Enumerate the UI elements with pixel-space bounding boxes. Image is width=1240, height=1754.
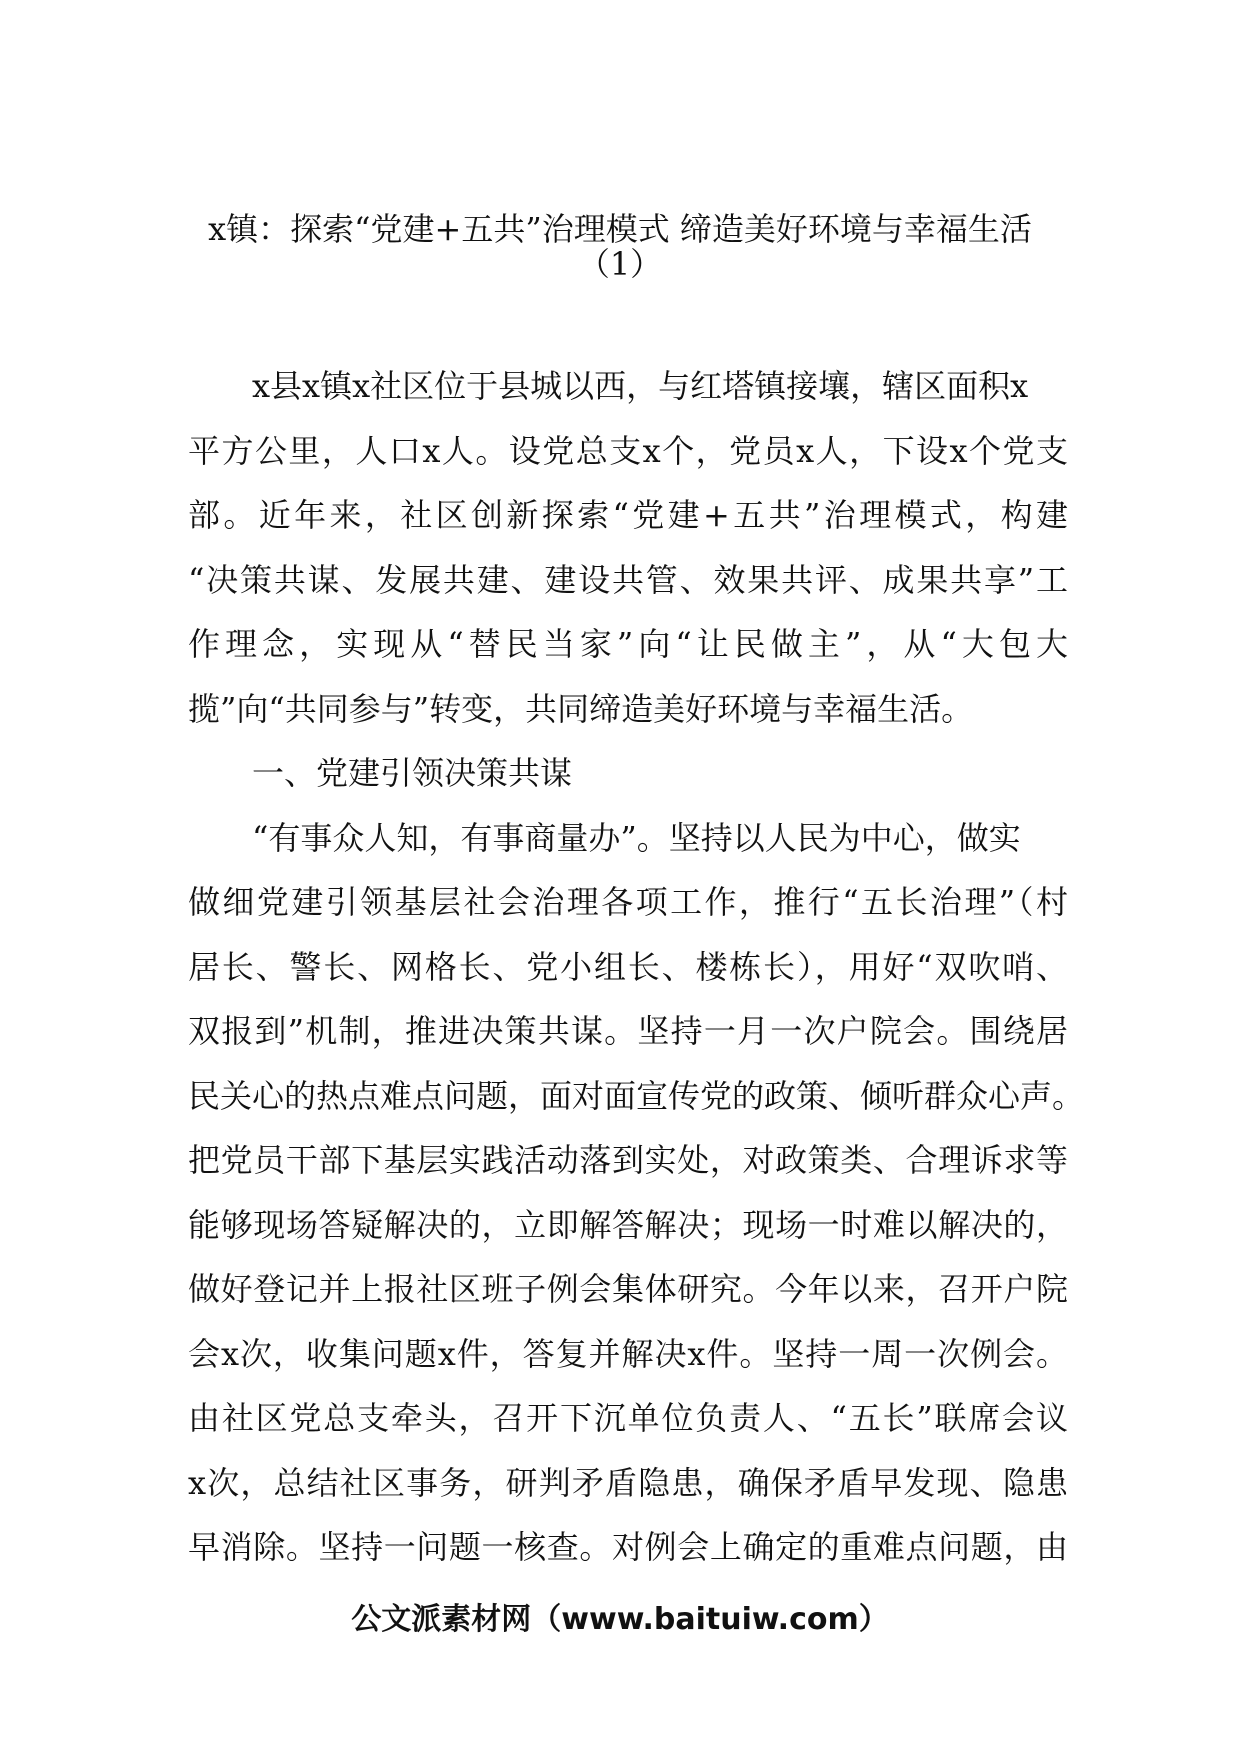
document-title: x镇：探索“党建+五共”治理模式 缔造美好环境与幸福生活 <box>208 210 1032 248</box>
body-line: 由社区党总支牵头，召开下沉单位负责人、“五长”联席会议 <box>188 1399 1068 1437</box>
body-line: 做细党建引领基层社会治理各项工作，推行“五长治理”（村 <box>188 883 1068 921</box>
body-line: 双报到”机制，推进决策共谋。坚持一月一次户院会。围绕居 <box>188 1012 1068 1050</box>
body-line: 民关心的热点难点问题，面对面宣传党的政策、倾听群众心声。 <box>188 1076 1085 1115</box>
body-line: 早消除。坚持一问题一核查。对例会上确定的重难点问题，由 <box>188 1528 1068 1566</box>
document-body <box>188 354 1085 1580</box>
document-title-number: （1） <box>577 245 663 283</box>
body-line: x次，总结社区事务，研判矛盾隐患，确保矛盾早发现、隐患 <box>188 1463 1068 1502</box>
body-line: “有事众人知，有事商量办”。坚持以人民为中心，做实 <box>220 818 1021 857</box>
body-line: 平方公里，人口x人。设党总支x个，党员x人，下设x个党支 <box>188 431 1068 470</box>
body-line: 把党员干部下基层实践活动落到实处，对政策类、合理诉求等 <box>188 1141 1068 1179</box>
body-line: “决策共谋、发展共建、建设共管、效果共评、成果共享”工 <box>188 560 1068 599</box>
body-line: 部。近年来，社区创新探索“党建+五共”治理模式，构建 <box>188 496 1068 534</box>
body-line: 做好登记并上报社区班子例会集体研究。今年以来，召开户院 <box>188 1270 1068 1308</box>
section-heading: 一、党建引领决策共谋 <box>220 754 573 792</box>
body-line: 作理念，实现从“替民当家”向“让民做主”，从“大包大 <box>188 625 1068 663</box>
body-line: x县x镇x社区位于县城以西，与红塔镇接壤，辖区面积x <box>220 367 1029 405</box>
body-line: 揽”向“共同参与”转变，共同缔造美好环境与幸福生活。 <box>188 689 974 728</box>
body-line: 居长、警长、网格长、党小组长、楼栋长），用好“双吹哨、 <box>188 947 1068 986</box>
body-line: 能够现场答疑解决的，立即解答解决；现场一时难以解决的， <box>188 1205 1068 1244</box>
body-line: 会x次，收集问题x件，答复并解决x件。坚持一周一次例会。 <box>188 1334 1068 1373</box>
footer-watermark: 公文派素材网（www.baituiw.com） <box>351 1602 889 1637</box>
